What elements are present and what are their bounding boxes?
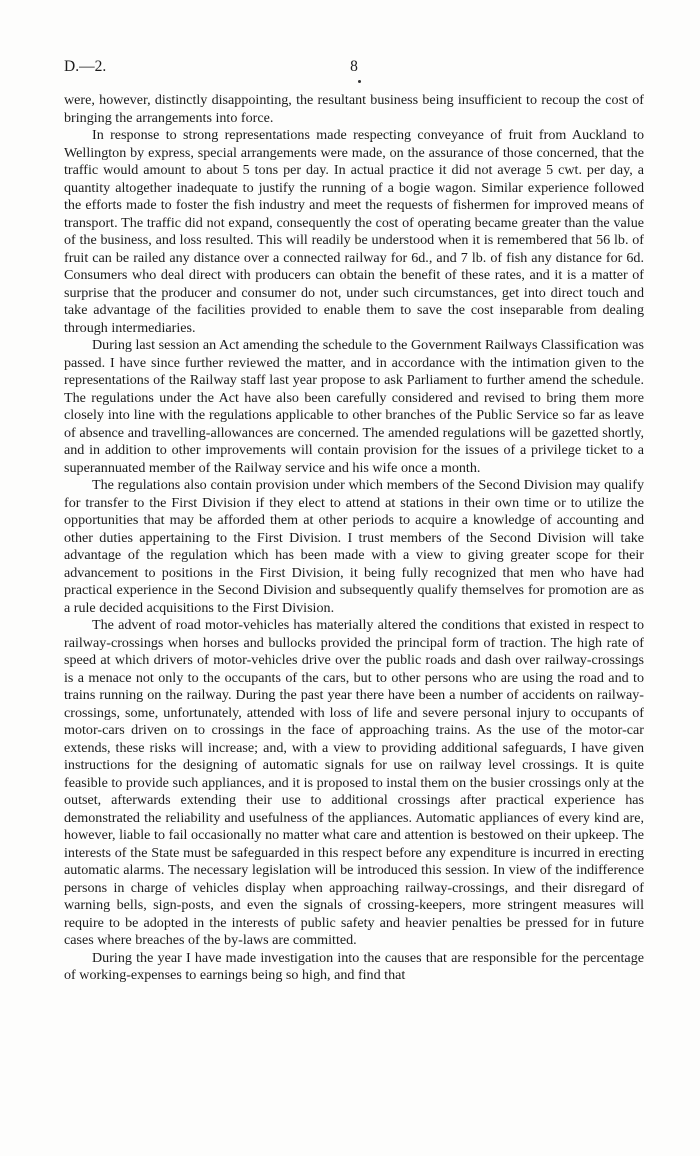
paragraph-second-division: The regulations also contain provision under which members of the Second Division may qualify for transfer to the First Division if they elect to attend at stations in their own time or to utilize the opportunities that may be afforded them at other periods to acquire a knowledge of accounting and other duties appertaining to the First Division. I trust members of the Second Division will take advantage of the regulation which has been made with a view to giving greater scope for their advancement to positions in the First Division, it being fully recognized that men who have had practical experience in the Second Division and subsequently qualify themselves for promotion are as a rule decided acquisitions to the First Division. <box>64 477 644 616</box>
page-number: 8 <box>350 58 358 75</box>
paragraph-working-expenses: During the year I have made investigation into the causes that are responsible for the percentage of working-expenses to earnings being so high, and find that <box>64 949 644 983</box>
document-reference: D.—2. <box>64 58 107 75</box>
ink-speck <box>358 80 361 83</box>
paragraph-continuation: were, however, distinctly disappointing, the resultant business being insufficient to recoup the cost of bringing the arrangements into force. <box>64 92 644 126</box>
body-text <box>64 92 644 985</box>
page-header <box>64 58 644 80</box>
paragraph-fruit-fish-traffic: In response to strong representations made respecting conveyance of fruit from Auckland to Wellington by express, special arrangements were made, on the assurance of those concerned, that the traffic would amount to about 5 tons per day. In actual practice it did not average 5 cwt. per day, a quantity altogether inadequate to justify the running of a bogie wagon. Similar experience followed the efforts made to foster the fish industry and meet the requests of fishermen for improved means of transport. The traffic did not expand, consequently the cost of operating became greater than the value of the business, and loss resulted. This will readily be understood when it is remembered that 56 lb. of fruit can be railed any distance over a connected railway for 6d., and 7 lb. of fish any distance for 6d. Consumers who deal direct with producers can obtain the benefit of these rates, and it is a matter of surprise that the producer and consumer do not, under such circumstances, get into direct touch and take advantage of the facilities provided to enable them to save the cost inseparable from dealing through intermediaries. <box>64 127 644 336</box>
paragraph-classification-act: During last session an Act amending the schedule to the Government Railways Classification was passed. I have since further reviewed the matter, and in accordance with the intimation given to the representations of the Railway staff last year propose to ask Parliament to further amend the schedule. The regulations under the Act have also been carefully considered and revised to bring them more closely into line with the regulations applicable to other branches of the Public Service so far as leave of absence and travelling-allowances are concerned. The amended regulations will be gazetted shortly, and in addition to other improvements will contain provision for the issues of a privilege ticket to a superannuated member of the Railway service and his wife once a month. <box>64 337 644 476</box>
paragraph-railway-crossings: The advent of road motor-vehicles has materially altered the conditions that existed in respect to railway-crossings when horses and bullocks provided the principal form of traction. The high rate of speed at which drivers of motor-vehicles drive over the public roads and dash over railway-crossings is a menace not only to the occupants of the cars, but to other persons who are using the road and to trains running on the railway. During the past year there have been a number of accidents on railway-crossings, some, unfortunately, attended with loss of life and severe personal injury to occupants of motor-cars driven on to crossings in the face of approaching trains. As the use of the motor-car extends, these risks will increase; and, with a view to providing additional safeguards, I have given instructions for the designing of automatic signals for use on railway level crossings. It is quite feasible to provide such appliances, and it is proposed to instal them on the busier crossings only at the outset, afterwards extending their use to additional crossings after practical experience has demonstrated the reliability and usefulness of the appliances. Automatic appliances of every kind are, however, liable to fail occasionally no matter what care and attention is bestowed on their upkeep. The interests of the State must be safeguarded in this respect before any expenditure is incurred in erecting automatic alarms. The necessary legislation will be introduced this session. In view of the indifference persons in charge of vehicles display when approaching railway-crossings, and their disregard of warning bells, sign-posts, and even the signals of crossing-keepers, more stringent measures will require to be adopted in the interests of public safety and heavier penalties be pressed for in future cases where breaches of the by-laws are committed. <box>64 617 644 948</box>
